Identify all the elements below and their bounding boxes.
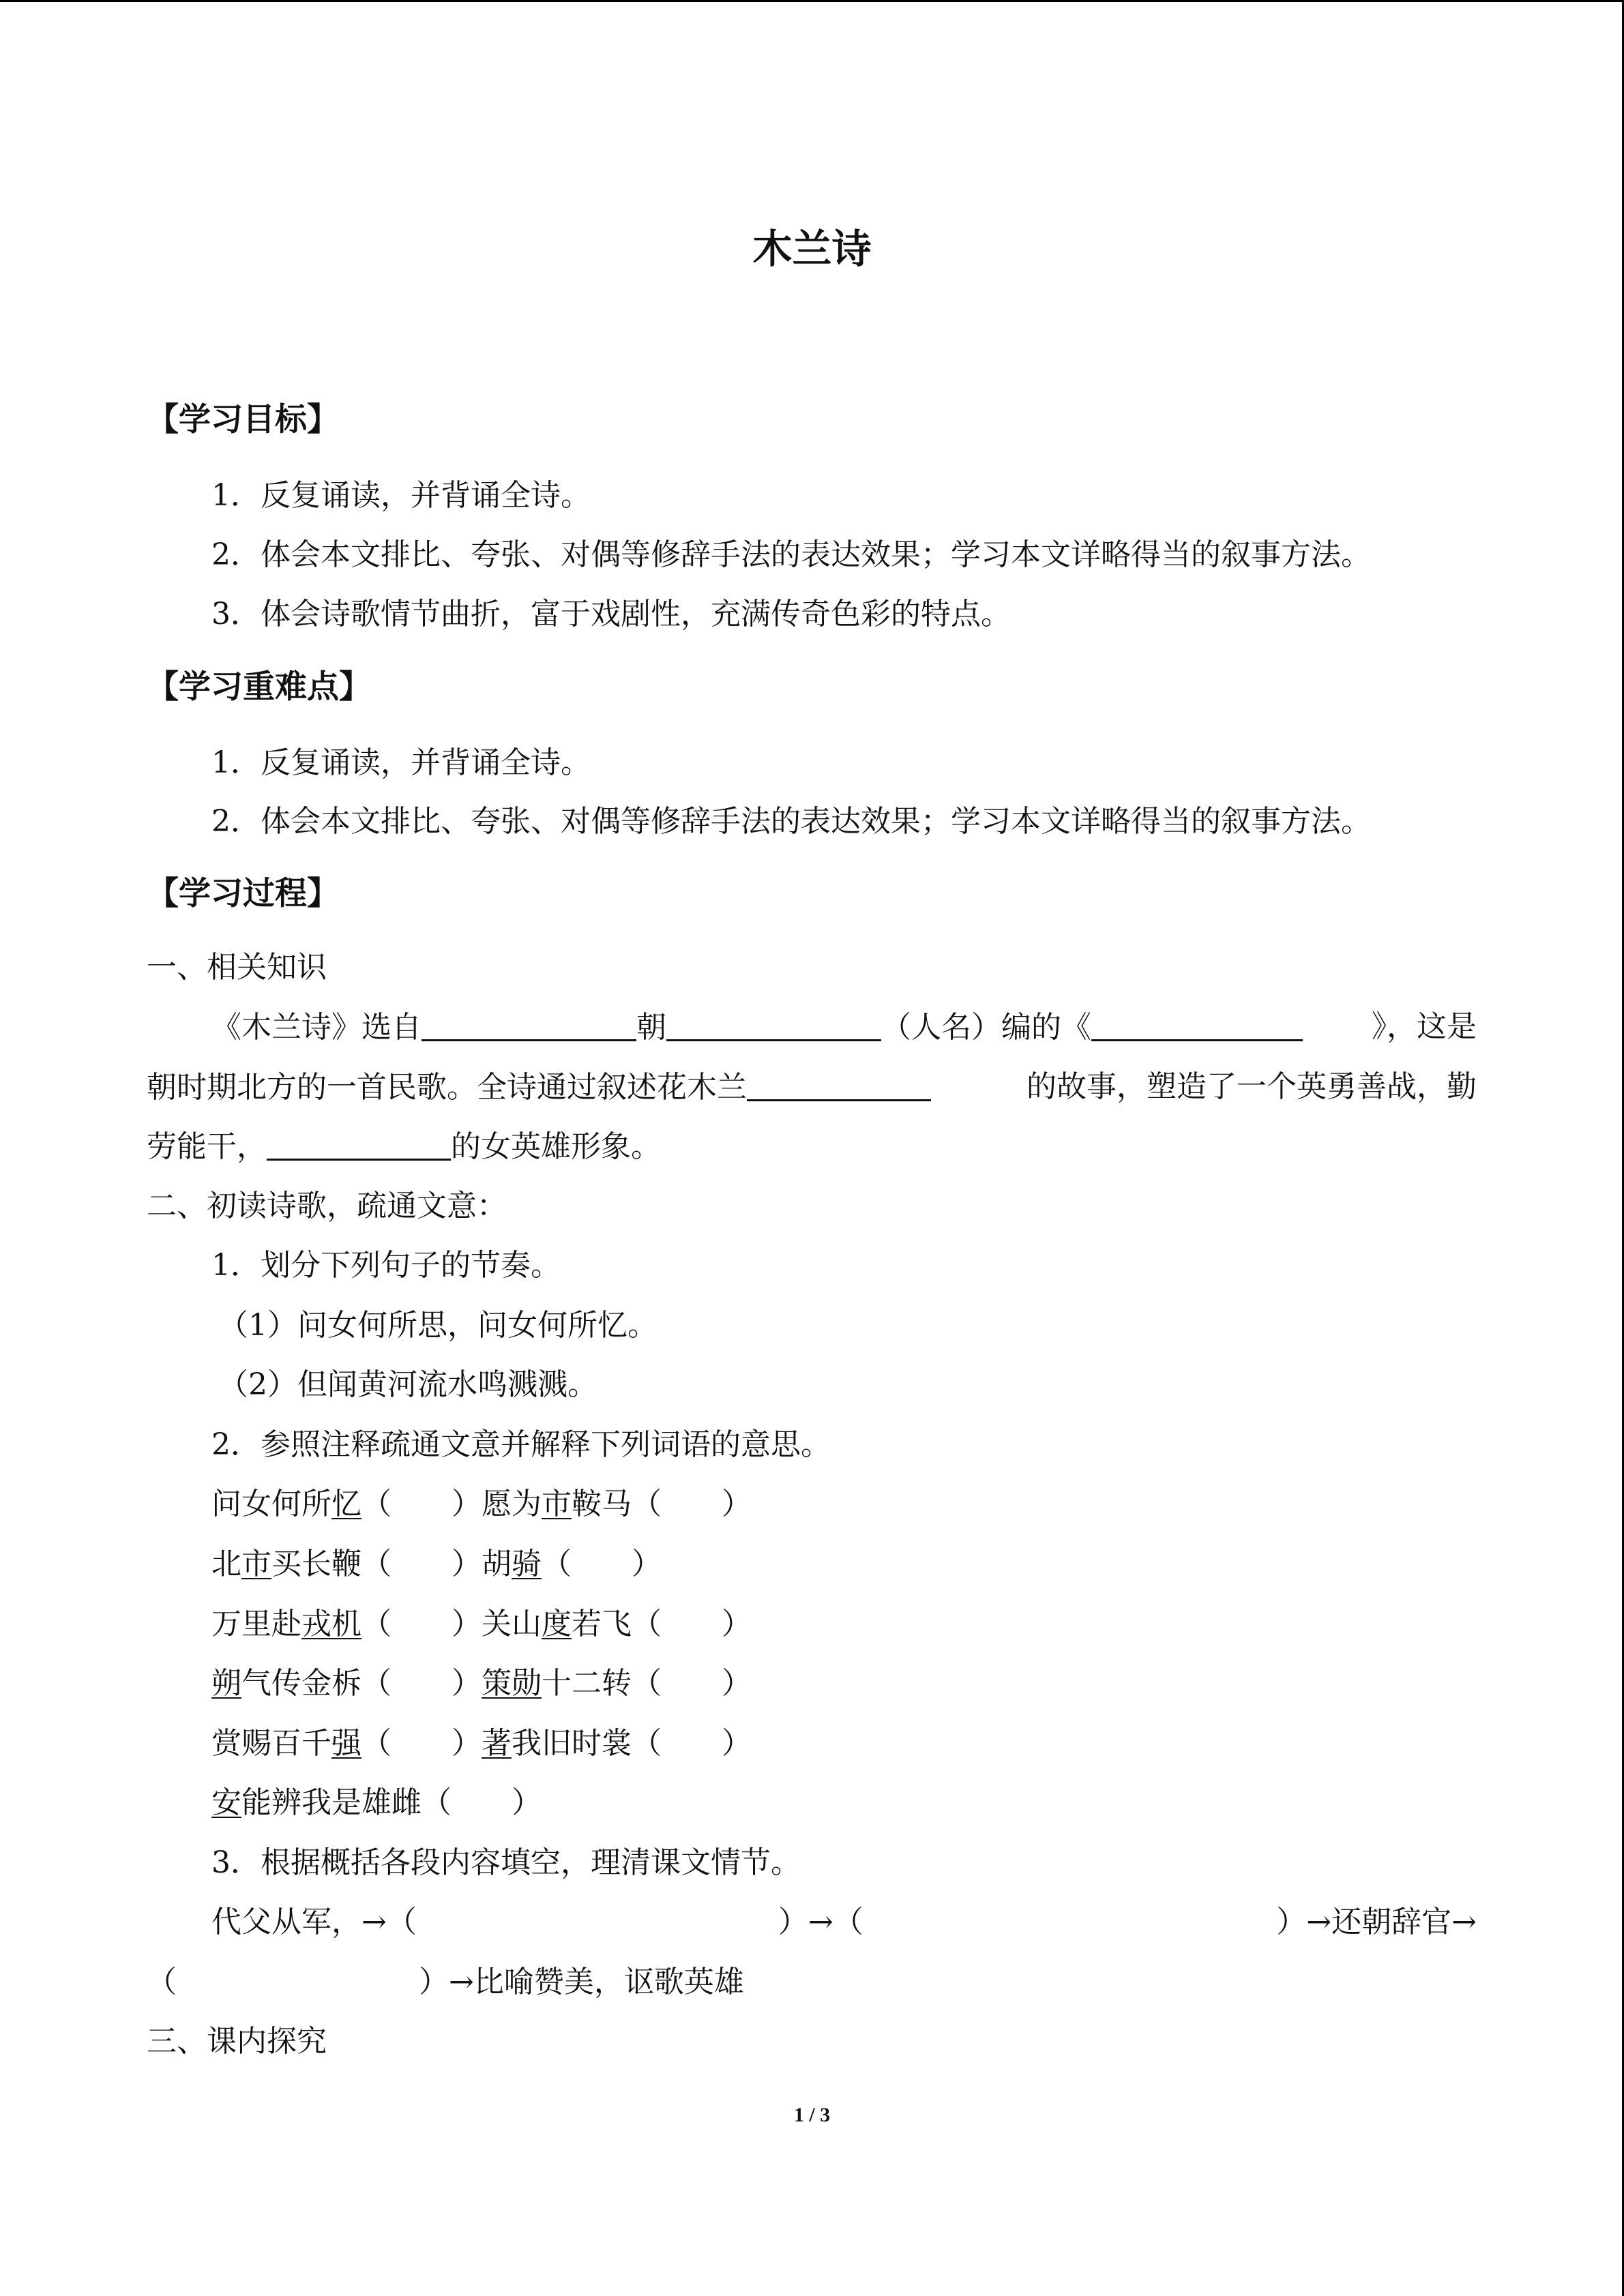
fill-blank[interactable] — [747, 1072, 931, 1101]
page-border-top — [0, 0, 1624, 2]
section-heading-process: 【学习过程】 — [147, 875, 339, 912]
part-heading: 三、课内探究 — [147, 2024, 327, 2059]
vocab-row: 万里赴戎机（ ）关山度若飞（ ） — [211, 1607, 752, 1641]
section-heading-goals: 【学习目标】 — [147, 401, 339, 438]
knowledge-line-2: 朝时期北方的一首民歌。全诗通过叙述花木兰 的故事，塑造了一个英勇善战，勤 — [147, 1069, 1477, 1105]
vocab-row: 朔气传金柝（ ）策勋十二转（ ） — [211, 1666, 752, 1701]
rhythm-sentence: （2）但闻黄河流水鸣溅溅。 — [218, 1367, 597, 1402]
plot-line-1: 代父从军，→（ ）→（ ）→还朝辞官→ — [211, 1905, 1477, 1939]
page-number: 1 / 3 — [793, 2104, 831, 2126]
vocab-row: 赏赐百千强（ ）著我旧时裳（ ） — [211, 1726, 752, 1761]
plot-line-2: （ ）→比喻赞美，讴歌英雄 — [147, 1965, 744, 1999]
question: 2．参照注释疏通文意并解释下列词语的意思。 — [211, 1427, 831, 1462]
fill-blank[interactable] — [1091, 1012, 1303, 1041]
fill-blank[interactable] — [267, 1131, 451, 1161]
question: 1．划分下列句子的节奏。 — [211, 1248, 561, 1283]
knowledge-line-3: 劳能干， 的女英雄形象。 — [147, 1129, 661, 1164]
fill-blank[interactable] — [666, 1012, 881, 1041]
goal-item: 3．体会诗歌情节曲折，富于戏剧性，充满传奇色彩的特点。 — [211, 597, 1011, 631]
part-heading: 一、相关知识 — [147, 950, 327, 985]
goal-item: 1．反复诵读，并背诵全诗。 — [211, 478, 591, 513]
section-heading-keypoints: 【学习重难点】 — [147, 668, 371, 706]
vocab-row: 安能辨我是雄雌（ ） — [211, 1785, 542, 1820]
fill-blank[interactable] — [422, 1012, 636, 1041]
question: 3．根据概括各段内容填空，理清课文情节。 — [211, 1845, 801, 1880]
knowledge-line-1: 《木兰诗》选自 朝 （人名）编的《 》，这是 — [211, 1009, 1477, 1045]
vocab-row: 问女何所忆（ ）愿为市鞍马（ ） — [211, 1487, 752, 1521]
keypoint-item: 2．体会本文排比、夸张、对偶等修辞手法的表达效果；学习本文详略得当的叙事方法。 — [211, 804, 1371, 839]
goal-item: 2．体会本文排比、夸张、对偶等修辞手法的表达效果；学习本文详略得当的叙事方法。 — [211, 537, 1371, 572]
page-title: 木兰诗 — [752, 226, 872, 272]
part-heading: 二、初读诗歌，疏通文意： — [147, 1189, 507, 1223]
rhythm-sentence: （1）问女何所思，问女何所忆。 — [218, 1308, 658, 1343]
vocab-row: 北市买长鞭（ ）胡骑（ ） — [211, 1547, 662, 1581]
keypoint-item: 1．反复诵读，并背诵全诗。 — [211, 745, 591, 780]
